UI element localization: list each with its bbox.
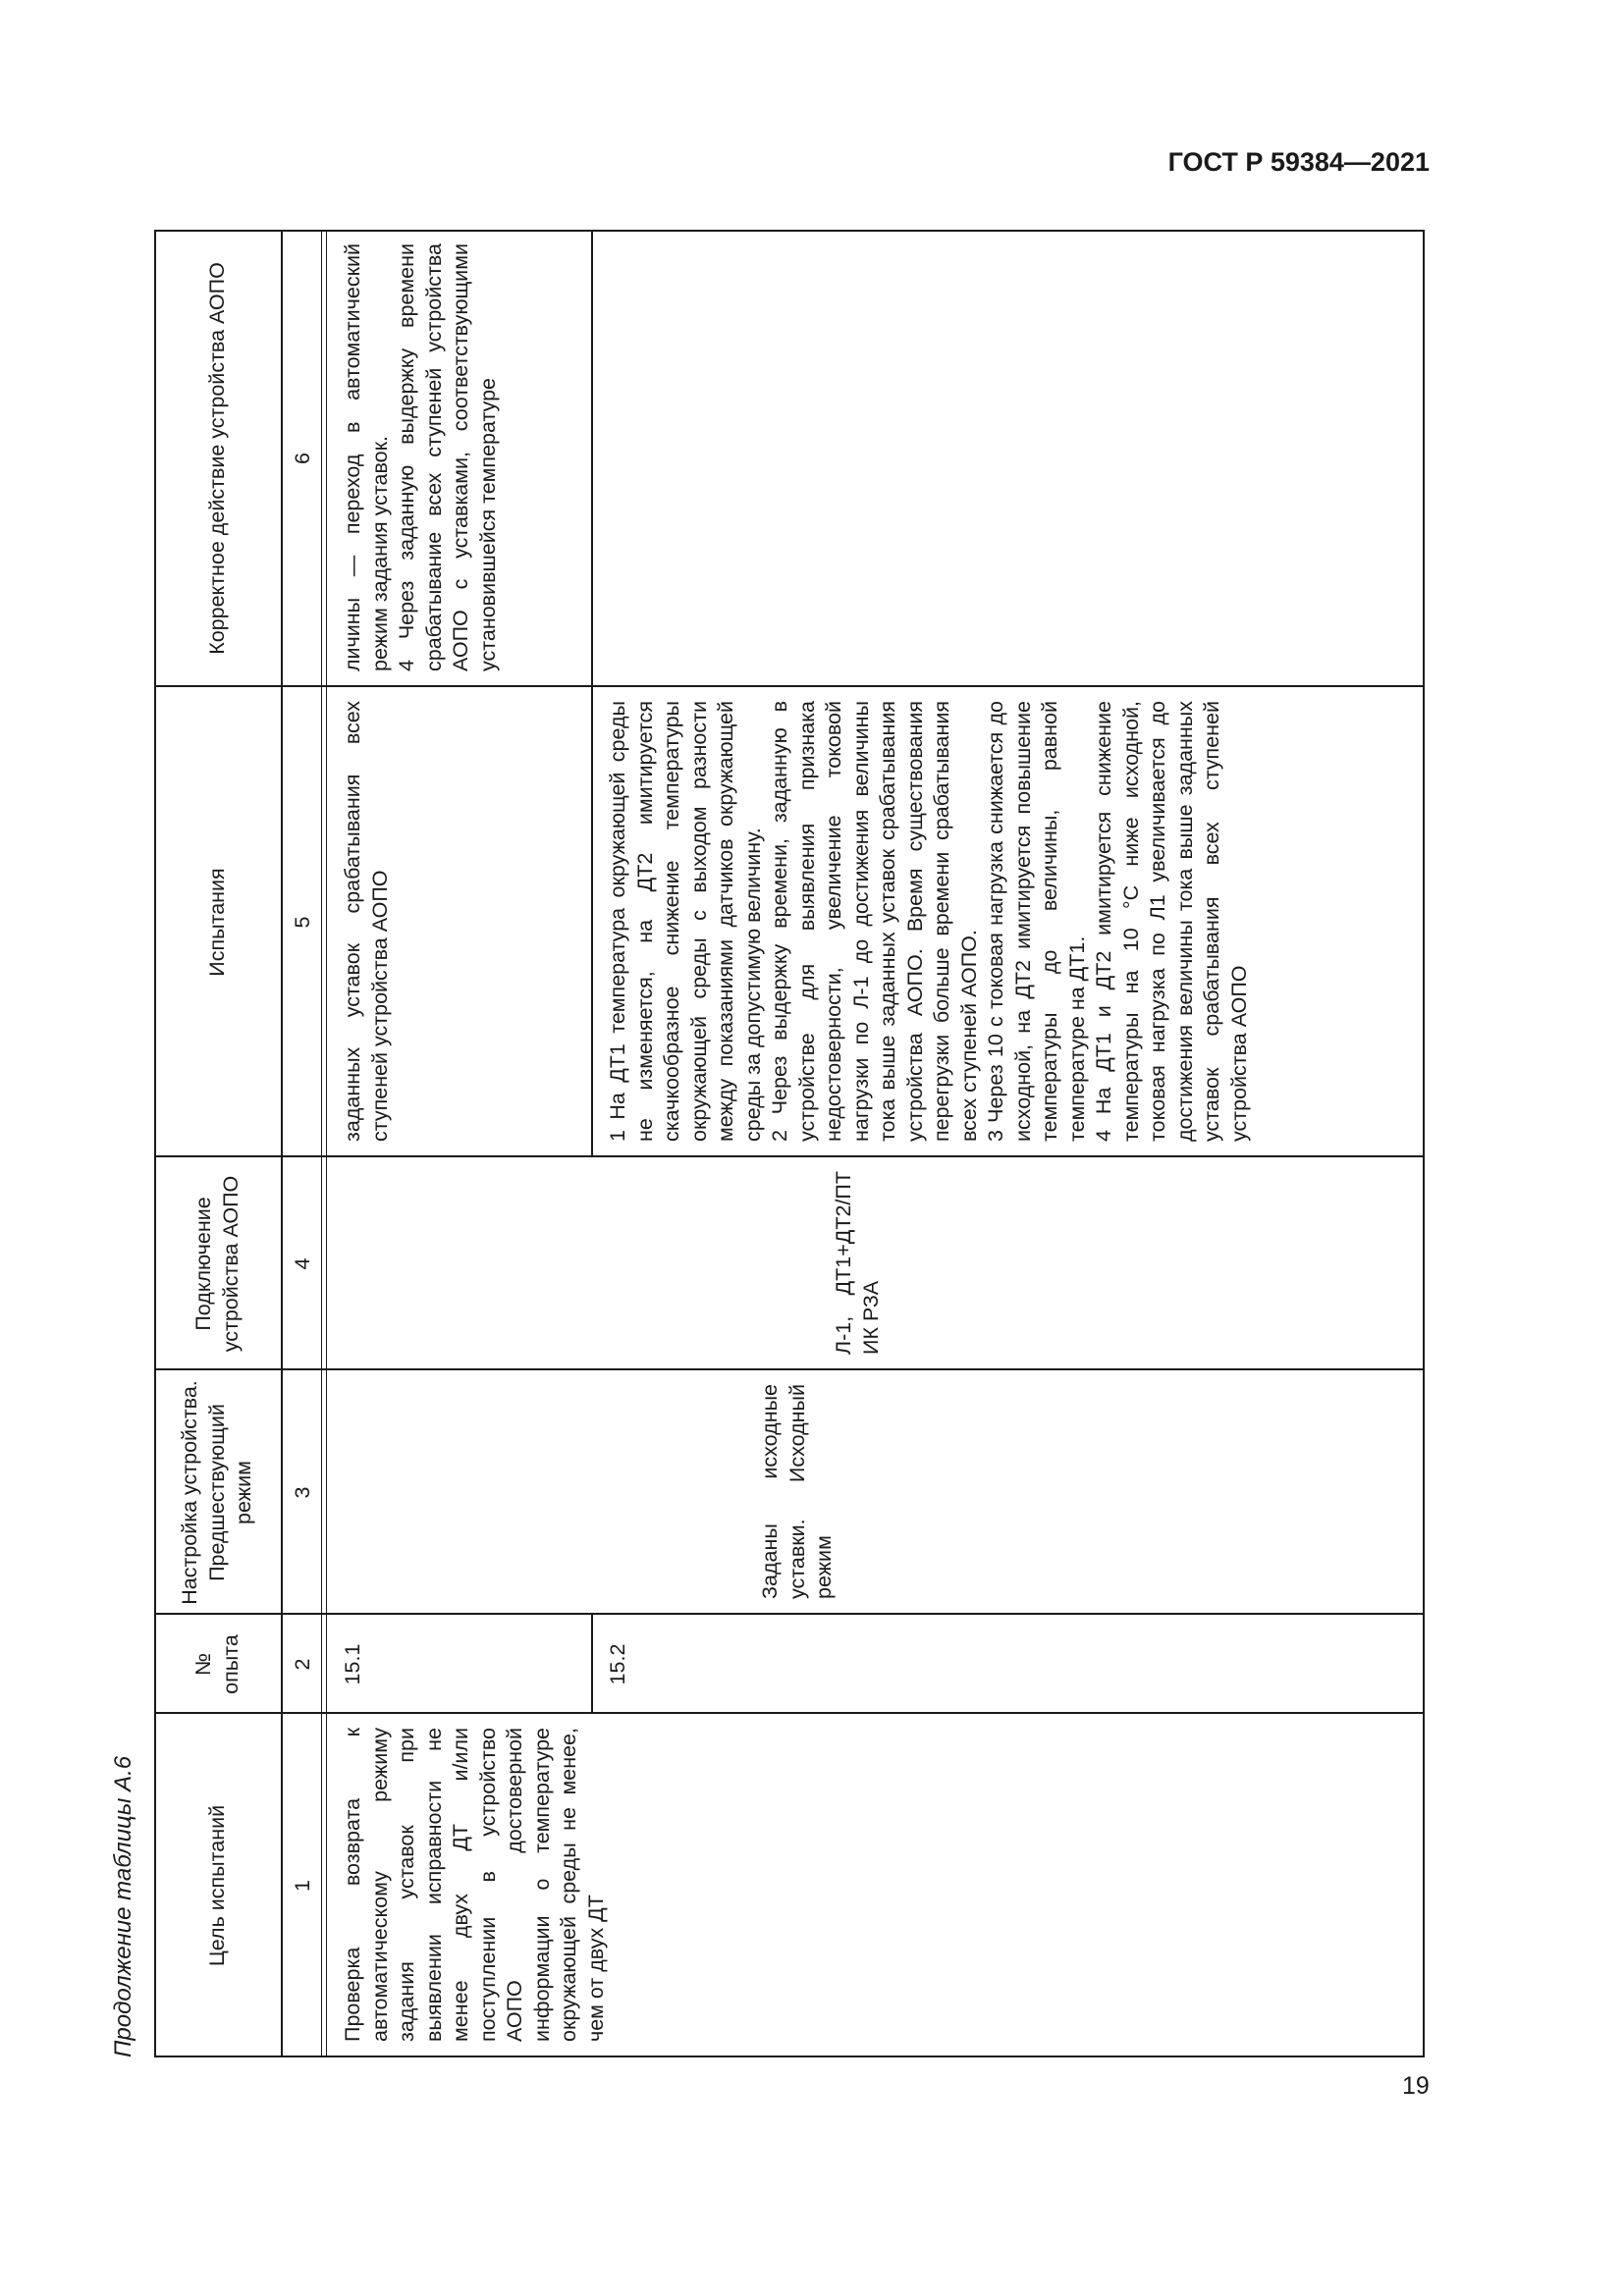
table-row [326,230,608,2057]
header-connection: Подключение устройства АОПО [191,1175,243,1353]
table-border-right [154,230,1425,232]
column-number-row [281,230,326,2057]
col-number-2: 2 [291,1658,315,1671]
action-cell: личины — переход в автоматический режим задания уставок. 4 Через заданную выдержку времени срабатывание всех ступеней устройства АОПО с уставками, соответствующими установившейся температуре [341,243,500,671]
tests-cell: 1 На ДТ1 температура окружающей среды не изменяется, на ДТ2 имитируется скачкообразное снижение температуры окружающей среды с выходом разности между показаниями датчиков окружающей среды за допустимую величину. 2 Через выдержку времени, заданную в устройстве для выявления признака недостоверности, увеличение токовой нагрузки по Л-1 до достижения величины тока выше заданных уставок срабатывания устройства АОПО. Время существования перегрузки больше времени срабатывания всех ступеней АОПО. 3 Через 10 с токовая нагрузка снижается до исходной, на ДТ2 имитируется повышение температуры до величины, равной температуре на ДТ1. 4 На ДТ1 и ДТ2 имитируется снижение температуры на 10 °С ниже исходной, токовая нагрузка по Л1 увеличивается до достижения величины тока выше заданных уставок срабатывания всех ступеней устройства АОПО [606,701,1251,1142]
header-tests: Испытания [204,868,229,977]
page-number: 19 [1402,2072,1430,2100]
table-border-bottom [1423,230,1425,2057]
header-divider [281,230,283,2057]
header-row [154,230,281,2057]
table-border-left [154,2056,1425,2057]
test-number-cell: 15.1 [341,1643,364,1685]
header-setting: Настройка устройства. Предшествующий режим [178,1380,256,1605]
table-caption: Продолжение таблицы А.6 [110,1755,136,2057]
row-divider-number [591,1615,593,1714]
col-number-3: 3 [291,1486,315,1499]
test-table [154,230,1425,2057]
header-test-number: № опыта [191,1634,243,1694]
header-action: Корректное действие устройства АОПО [204,262,229,655]
tests-cell: заданных уставок срабатывания всех ступеней устройства АОПО [341,701,392,1142]
table-border-top [154,230,156,2057]
col-divider-1 [154,1712,1425,1714]
number-row-divider-double [321,230,322,2057]
col-number-4: 4 [291,1257,315,1270]
table-row [591,230,1425,2057]
number-row-divider [326,230,327,2057]
connection-cell: Л-1, ДТ1+ДТ2/ПТ ИК РЗА [832,1171,883,1355]
header-goal: Цель испытаний [204,1804,229,1967]
col-divider-4 [154,1155,1425,1157]
goal-cell: Проверка возврата к автоматическому режиму задания уставок при выявлении исправности не менее двух ДТ и/или поступлении в устройство АОПО достоверной информации о температуре окружающей среды не менее, чем от двух ДТ [341,1728,608,2042]
col-number-6: 6 [291,453,315,464]
col-number-1: 1 [291,1880,315,1892]
standard-number: ГОСТ Р 59384—2021 [1167,147,1430,177]
col-divider-3 [154,1368,1425,1370]
test-number-cell: 15.2 [606,1643,629,1685]
col-divider-2 [154,1613,1425,1615]
setting-cell: Заданы исходные уставки. Исходный режим [758,1384,836,1599]
col-number-5: 5 [291,916,315,929]
row-divider-tests [591,230,593,1157]
col-divider-5 [154,685,1425,687]
